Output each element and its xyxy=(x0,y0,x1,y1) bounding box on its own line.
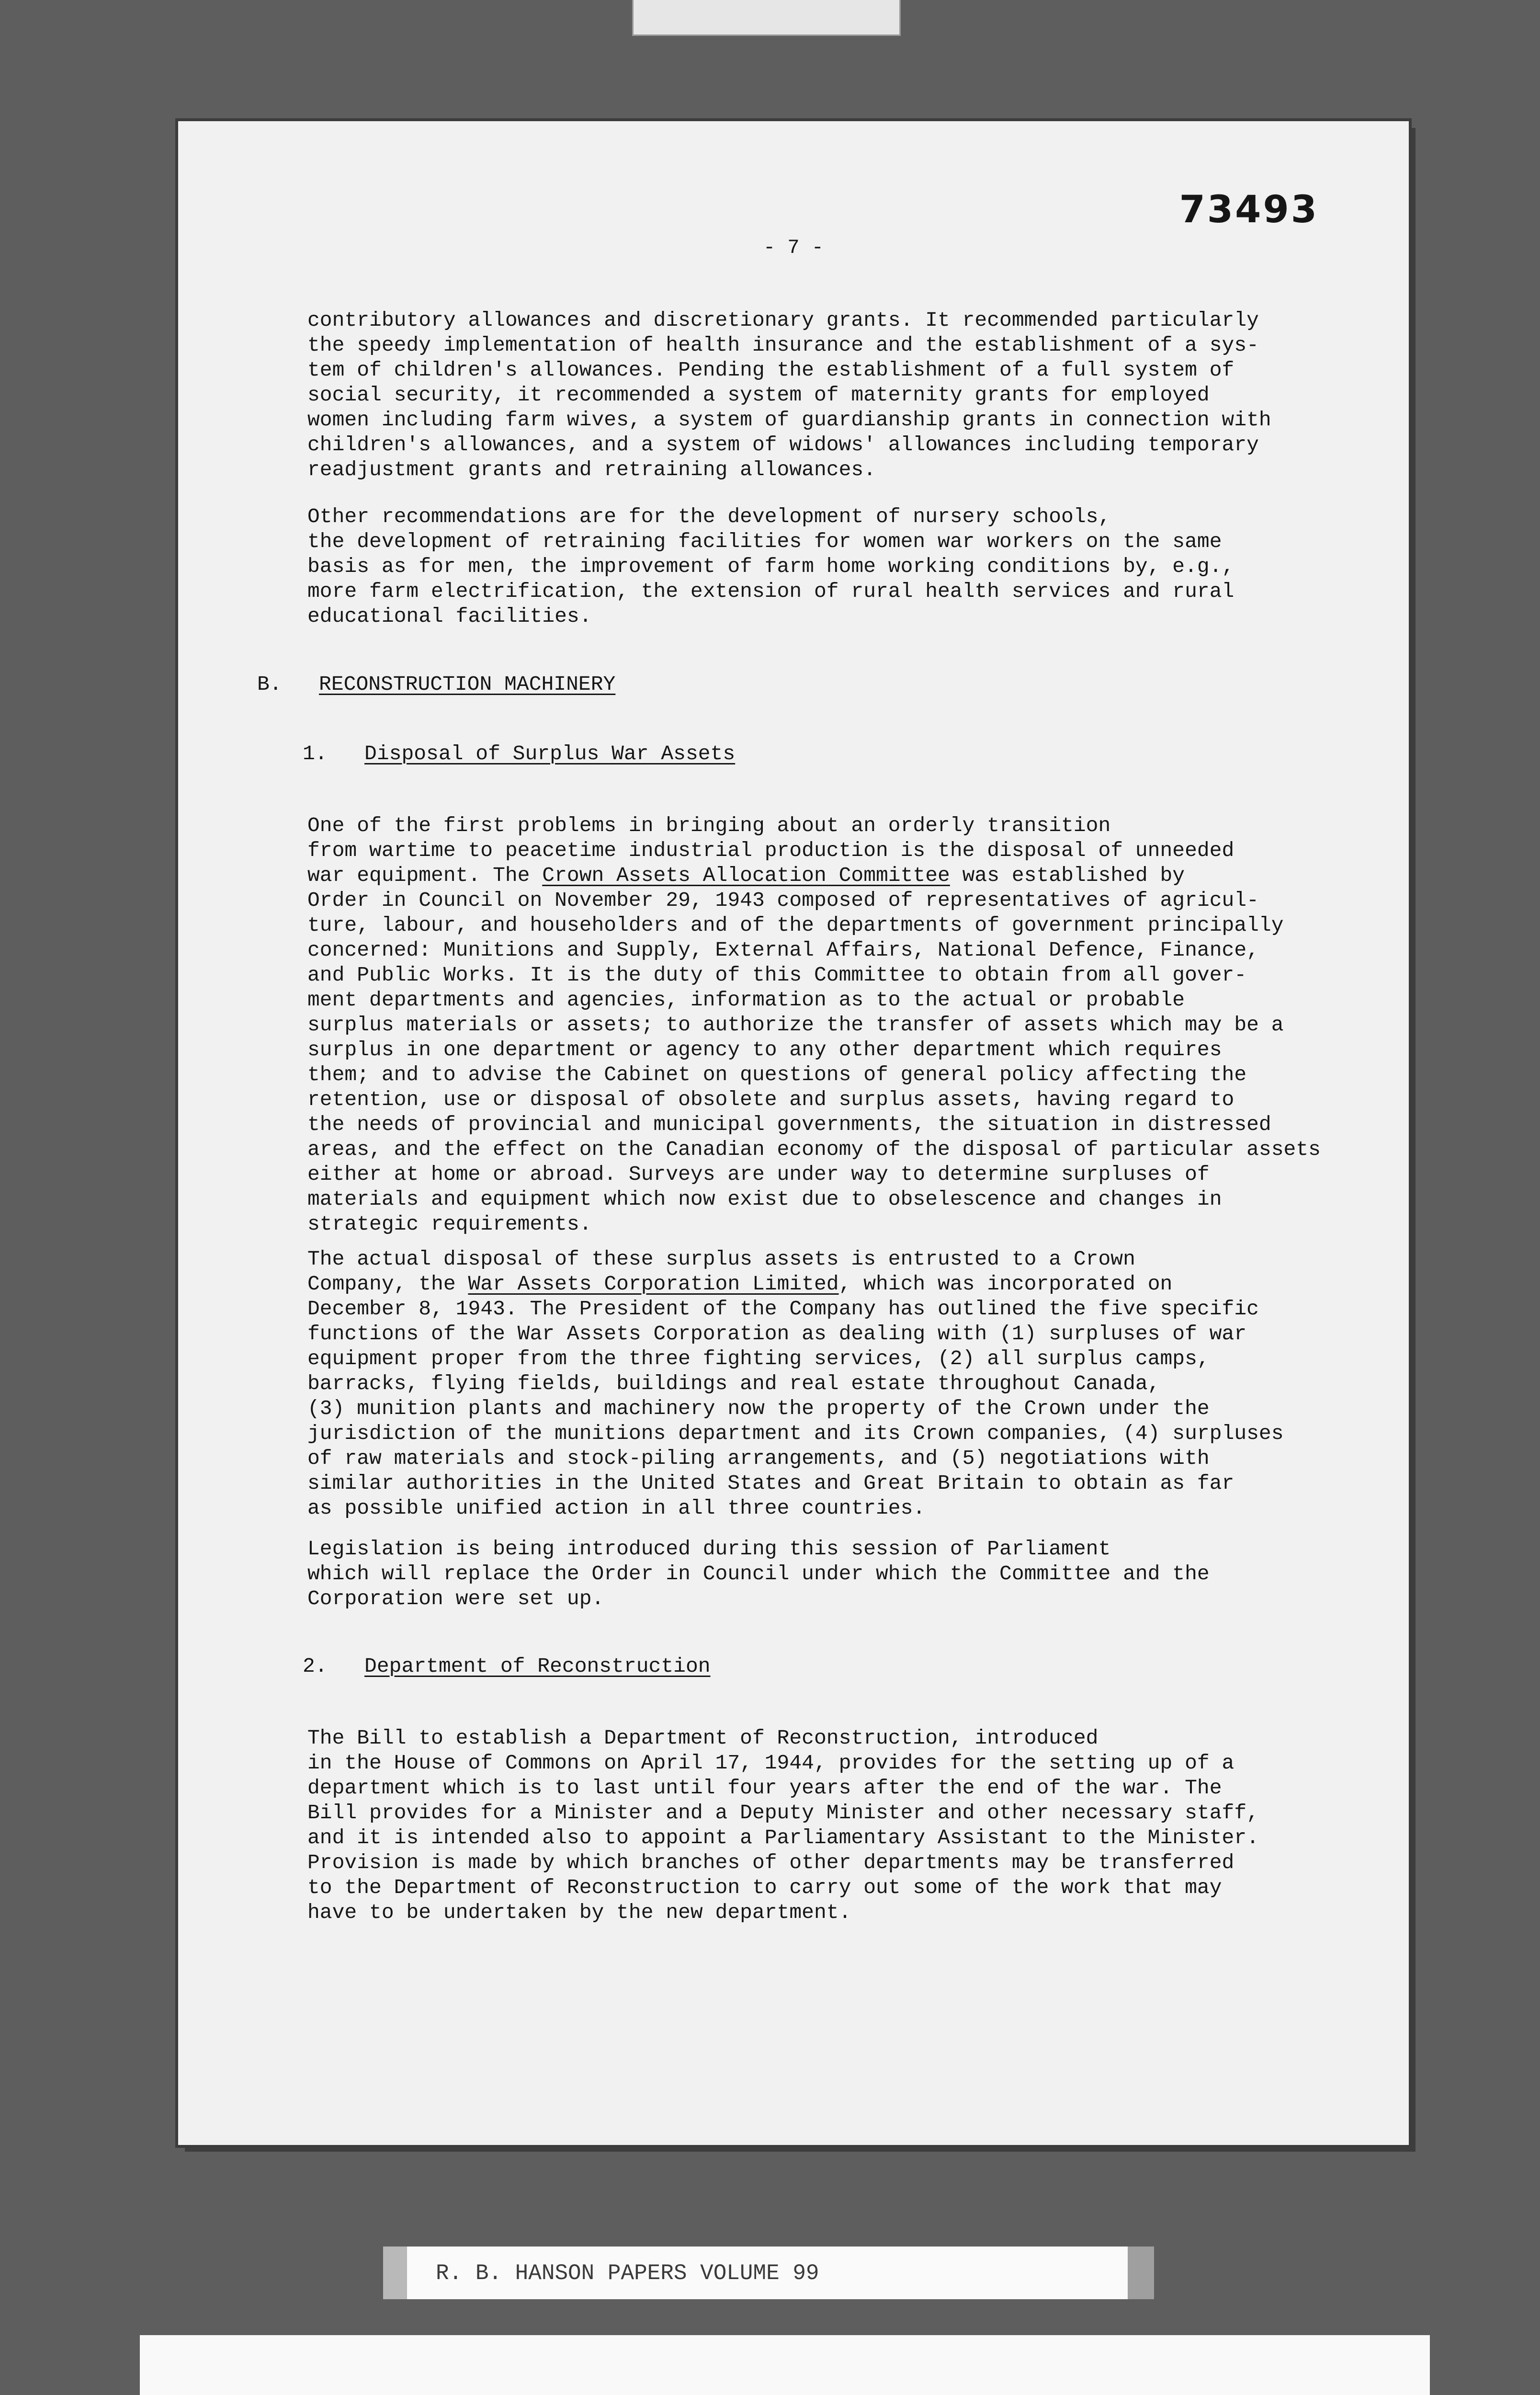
paragraph-text: , which was incorporated on December 8, 1943. The President of the Company has outlined the five specific functions of the War Assets Corporation as dealing with (1) surpluses of war equipment proper from the three fighting services, (2) all surplus camps, barracks, flying fields, buildings and real estate throughout Canada, (3) munition plants and machinery now the property of the Crown under the jurisdiction of the munitions department and its Crown companies, (4) surpluses of raw materials and stock-piling arrangements, and (5) negotiations with similar authorities in the United States and Great Britain to obtain as far as possible unified action in all three countries. xyxy=(307,1272,1284,1520)
volume-label-text: R. B. HANSON PAPERS VOLUME 99 xyxy=(436,2261,819,2286)
archives-card xyxy=(140,2335,1430,2395)
crown-assets-committee-name: Crown Assets Allocation Committee xyxy=(542,864,950,887)
subsection-2-heading xyxy=(303,1654,711,1679)
paragraph-department-bill: The Bill to establish a Department of Reconstruction, introduced in the House of Commons on April 17, 1944, provides for the setting up of a department which is to last until four years after the end of the war. The Bill provides for a Minister and a Deputy Minister and other necessary staff, and it is intended also to appoint a Parliamentary Assistant to the Minister. Provision is made by which branches of other departments may be transferred to the Department of Reconstruction to carry out some of the work that may have to be undertaken by the new department. xyxy=(307,1726,1259,1924)
section-title: RECONSTRUCTION MACHINERY xyxy=(319,673,616,696)
section-letter: B. xyxy=(257,673,282,696)
subsection-title: Disposal of Surplus War Assets xyxy=(364,742,736,765)
subsection-number: 1. xyxy=(303,742,328,765)
paragraph-text: The actual disposal of these surplus assets is entrusted to a Crown Company, the xyxy=(307,1247,1135,1296)
subsection-number: 2. xyxy=(303,1654,328,1678)
volume-label xyxy=(383,2247,1154,2299)
paragraph-legislation: Legislation is being introduced during this session of Parliament which will replace the Order in Council under which the Committee and the Corporation were set up. xyxy=(307,1537,1210,1610)
war-assets-corporation-name: War Assets Corporation Limited xyxy=(468,1272,839,1296)
subsection-1-heading xyxy=(303,741,735,766)
paragraph-text: One of the first problems in bringing about an orderly transition from wartime to peacetime industrial production is the disposal of unneeded war equipment. The xyxy=(307,814,1234,887)
paragraph-crown-assets xyxy=(307,813,1351,1237)
document-page xyxy=(178,121,1409,2145)
paragraph-text: was established by Order in Council on November 29, 1943 composed of representatives of agricul- ture, labour, and householders and of the departments of government principally concerned: Munitions and Supply, External Affairs, National Defence, Finance, and Public Works. It is the duty of this Committee to obtain from all gover- ment departments and agencies, information as to the actual or probable surplus materials or assets; to authorize the transfer of assets which may be a surplus in one department or agency to any other department which requires them; and to advise the Cabinet on questions of general policy affecting the retention, use or disposal of obsolete and surplus assets, having regard to the needs of provincial and municipal governments, the situation in distressed areas, and the effect on the Canadian economy of the disposal of particular assets either at home or abroad. Surveys are under way to determine surpluses of materials and equipment which now exist due to obselescence and changes in strategic requirements. xyxy=(307,864,1321,1236)
paragraph-allowances: contributory allowances and discretionary grants. It recommended particularly the speedy implementation of health insurance and the establishment of a sys- tem of children's allowances. Pending the establishment of a full system of social security, it recommended a system of maternity grants for employed women including farm wives, a system of guardianship grants in connection with children's allowances, and a system of widows' allowances including temporary readjustment grants and retraining allowances. xyxy=(307,308,1271,481)
paragraph-war-assets xyxy=(307,1247,1351,1521)
top-tab xyxy=(632,0,901,36)
paragraph-other-recommendations: Other recommendations are for the development of nursery schools, the development of retraining facilities for women war workers on the same basis as for men, the improvement of farm home working conditions by, e.g., more farm electrification, the extension of rural health services and rural educational facilities. xyxy=(307,505,1234,628)
subsection-title: Department of Reconstruction xyxy=(364,1654,711,1678)
document-number: 73493 xyxy=(1179,188,1319,231)
section-b-heading xyxy=(257,672,615,697)
page-number: - 7 - xyxy=(763,236,824,259)
